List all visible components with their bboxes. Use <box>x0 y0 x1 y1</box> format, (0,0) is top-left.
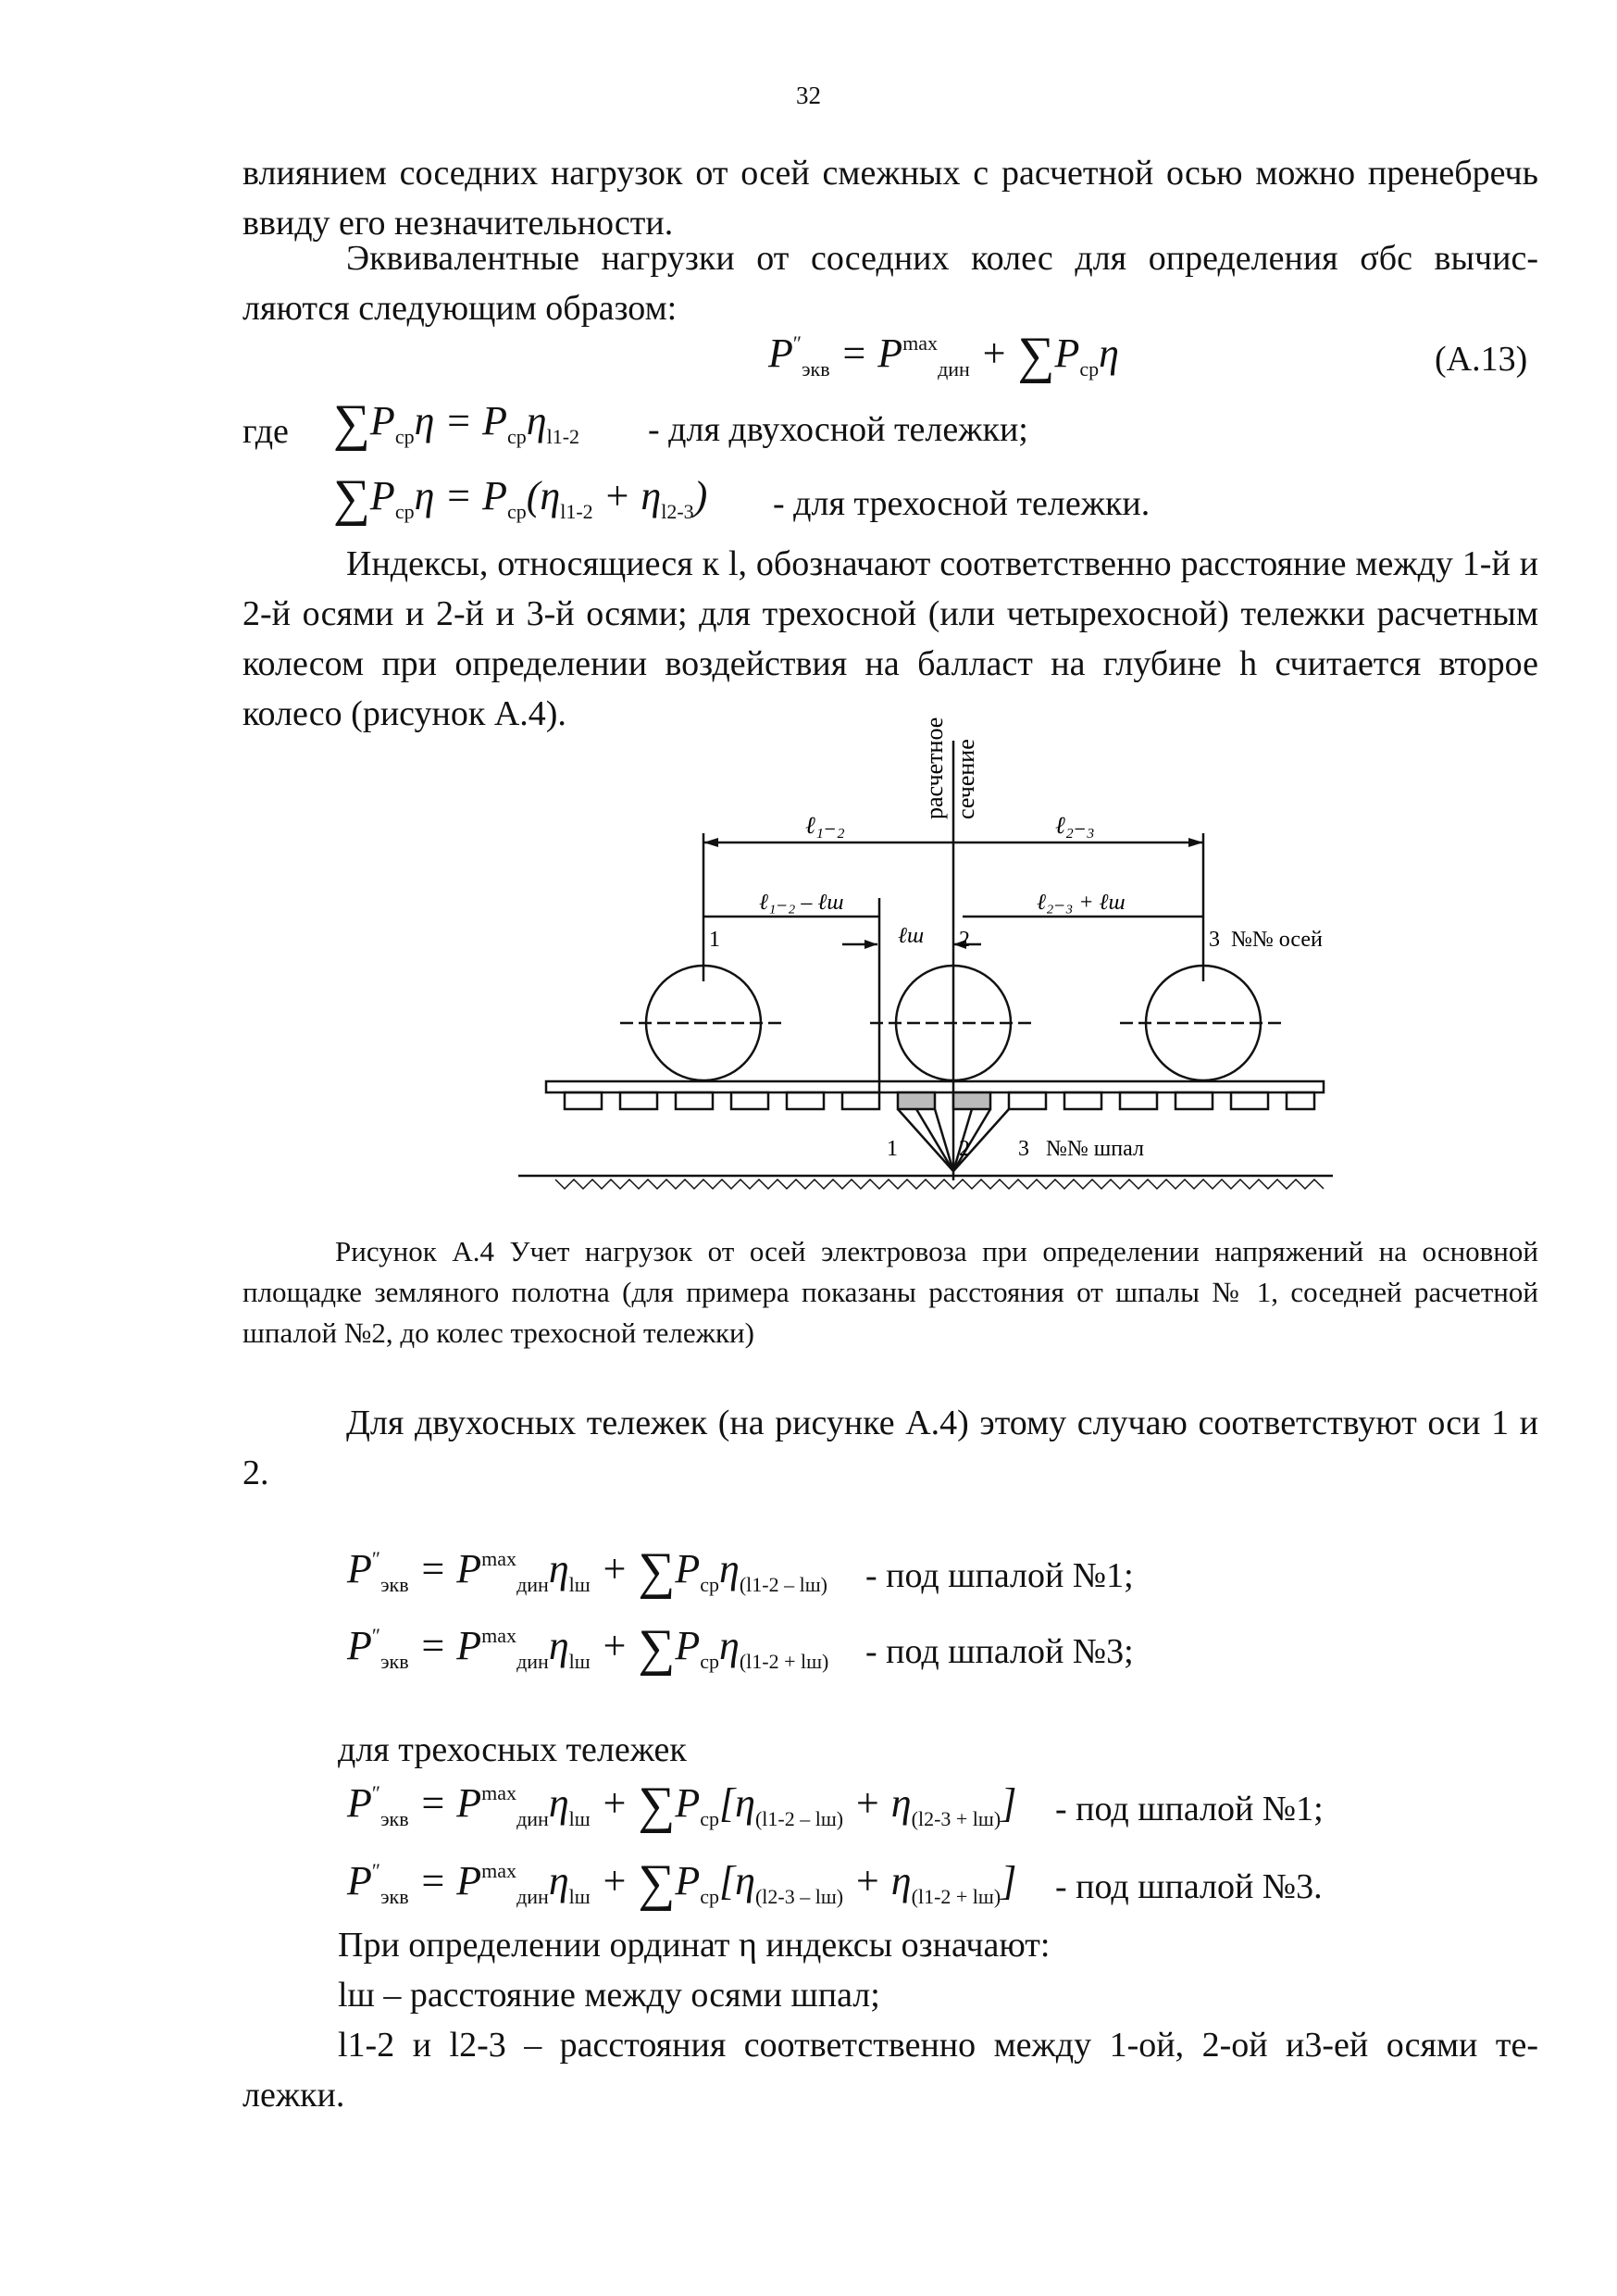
under-sleeper-3-dot-text: - под шпалой №3. <box>1055 1867 1323 1906</box>
three-axle-text: - для трехосной тележки. <box>773 484 1151 523</box>
under-sleeper-1b-text: - под шпалой №1; <box>1055 1790 1324 1828</box>
paragraph-5: При определении ординат η индексы означают: <box>338 1926 1051 1965</box>
sleeper-1: 1 <box>887 1137 898 1161</box>
equation-a13: $P''_{экв} = P^{max}_{дин} + \sum P_{ср}\eta$ <box>768 327 1119 384</box>
sleepers-label: №№ шпал <box>1046 1137 1144 1161</box>
paragraph-4: Для двухосных тележек (на рисунке А.4) этому случаю соответствуют оси 1 и 2. <box>243 1404 1538 1492</box>
section-label-1: расчетное <box>921 717 948 819</box>
axle-3: 3 <box>1209 928 1220 952</box>
section-label-2: сечение <box>952 739 979 819</box>
figure-a4 <box>500 704 1370 1222</box>
equation-a13-label: (А.13) <box>1435 340 1528 379</box>
definition-lsh: lш – расстояние между осями шпал; <box>338 1976 880 2015</box>
paragraph-1: влиянием соседних нагрузок от осей смежных с расчетной осью можно пренебречь ввиду его незначительности. <box>243 154 1538 243</box>
dim-l23: ℓ₂₋₃ <box>1055 812 1095 839</box>
dim-l23-plus: ℓ₂₋₃ + ℓш <box>1037 891 1126 915</box>
figure-caption: Рисунок А.4 Учет нагрузок от осей электровоза при определении напряжений на основной площадке земляного полотна (для примера показаны расстояния от шпалы № 1, соседней расчетной шпалой №2, до колес трехосной тележки) <box>243 1235 1538 1349</box>
equation-sum-two-axle: $\sum P_{ср}\eta = P_{ср}\eta_{l1-2}$ <box>333 394 580 452</box>
under-sleeper-1-text: - под шпалой №1; <box>865 1556 1134 1595</box>
axle-1: 1 <box>709 928 720 952</box>
equation-two-axle-sleeper-1: $P''_{экв} = P^{max}_{дин}\eta_{lш} + \sum P_{ср}\eta_{(l1-2 - lш)}$ <box>347 1542 827 1600</box>
axle-2: 2 <box>959 928 970 952</box>
paragraph-2-line-1: Эквивалентные нагрузки от соседних колес для определения σбс вычис- <box>346 239 1538 278</box>
for-three-axle-text: для трехосных тележек <box>338 1730 687 1769</box>
page-number: 32 <box>796 81 821 109</box>
equation-sum-three-axle: $\sum P_{ср}\eta = P_{ср}(\eta_{l1-2} + \eta_{l2-3})$ <box>333 469 708 527</box>
paragraph-3: Индексы, относящиеся к l, обозначают соответственно расстояние между 1-й и 2-й осями и 2-й и 3-й осями; для трехосной (или четырехосной) тележки расчетным колесом при определении воздействия на балласт на глубине h считается второе колесо (рисунок А.4). <box>243 544 1538 733</box>
dim-l12: ℓ₁₋₂ <box>805 812 845 839</box>
dim-lsh: ℓш <box>898 924 925 948</box>
equation-two-axle-sleeper-3: $P''_{экв} = P^{max}_{дин}\eta_{lш} + \sum P_{ср}\eta_{(l1-2 + lш)}$ <box>347 1619 829 1677</box>
equation-three-axle-sleeper-1: $P''_{экв} = P^{max}_{дин}\eta_{lш} + \sum P_{ср}[\eta_{(l1-2 - lш)} + \eta_{(l2-3 + lш)}]$ <box>347 1777 1017 1834</box>
paragraph-2-line-2: ляются следующим образом: <box>243 289 678 328</box>
dim-l12-minus: ℓ₁₋₂ – ℓш <box>759 891 844 915</box>
equation-three-axle-sleeper-3: $P''_{экв} = P^{max}_{дин}\eta_{lш} + \sum P_{ср}[\eta_{(l2-3 - lш)} + \eta_{(l1-2 + lш)}]$ <box>347 1854 1017 1912</box>
two-axle-text: - для двухосной тележки; <box>648 410 1028 449</box>
axles-label: №№ осей <box>1231 928 1323 952</box>
sleeper-3: 3 <box>1018 1137 1029 1161</box>
under-sleeper-3-text: - под шпалой №3; <box>865 1632 1134 1671</box>
definition-l-line-1: l1-2 и l2-3 – расстояния соответственно между 1-ой, 2-ой и3-ей осями те- <box>338 2026 1538 2065</box>
where-word: где <box>243 412 289 451</box>
definition-l-line-2: лежки. <box>243 2076 345 2115</box>
sleeper-2: 2 <box>959 1137 970 1161</box>
